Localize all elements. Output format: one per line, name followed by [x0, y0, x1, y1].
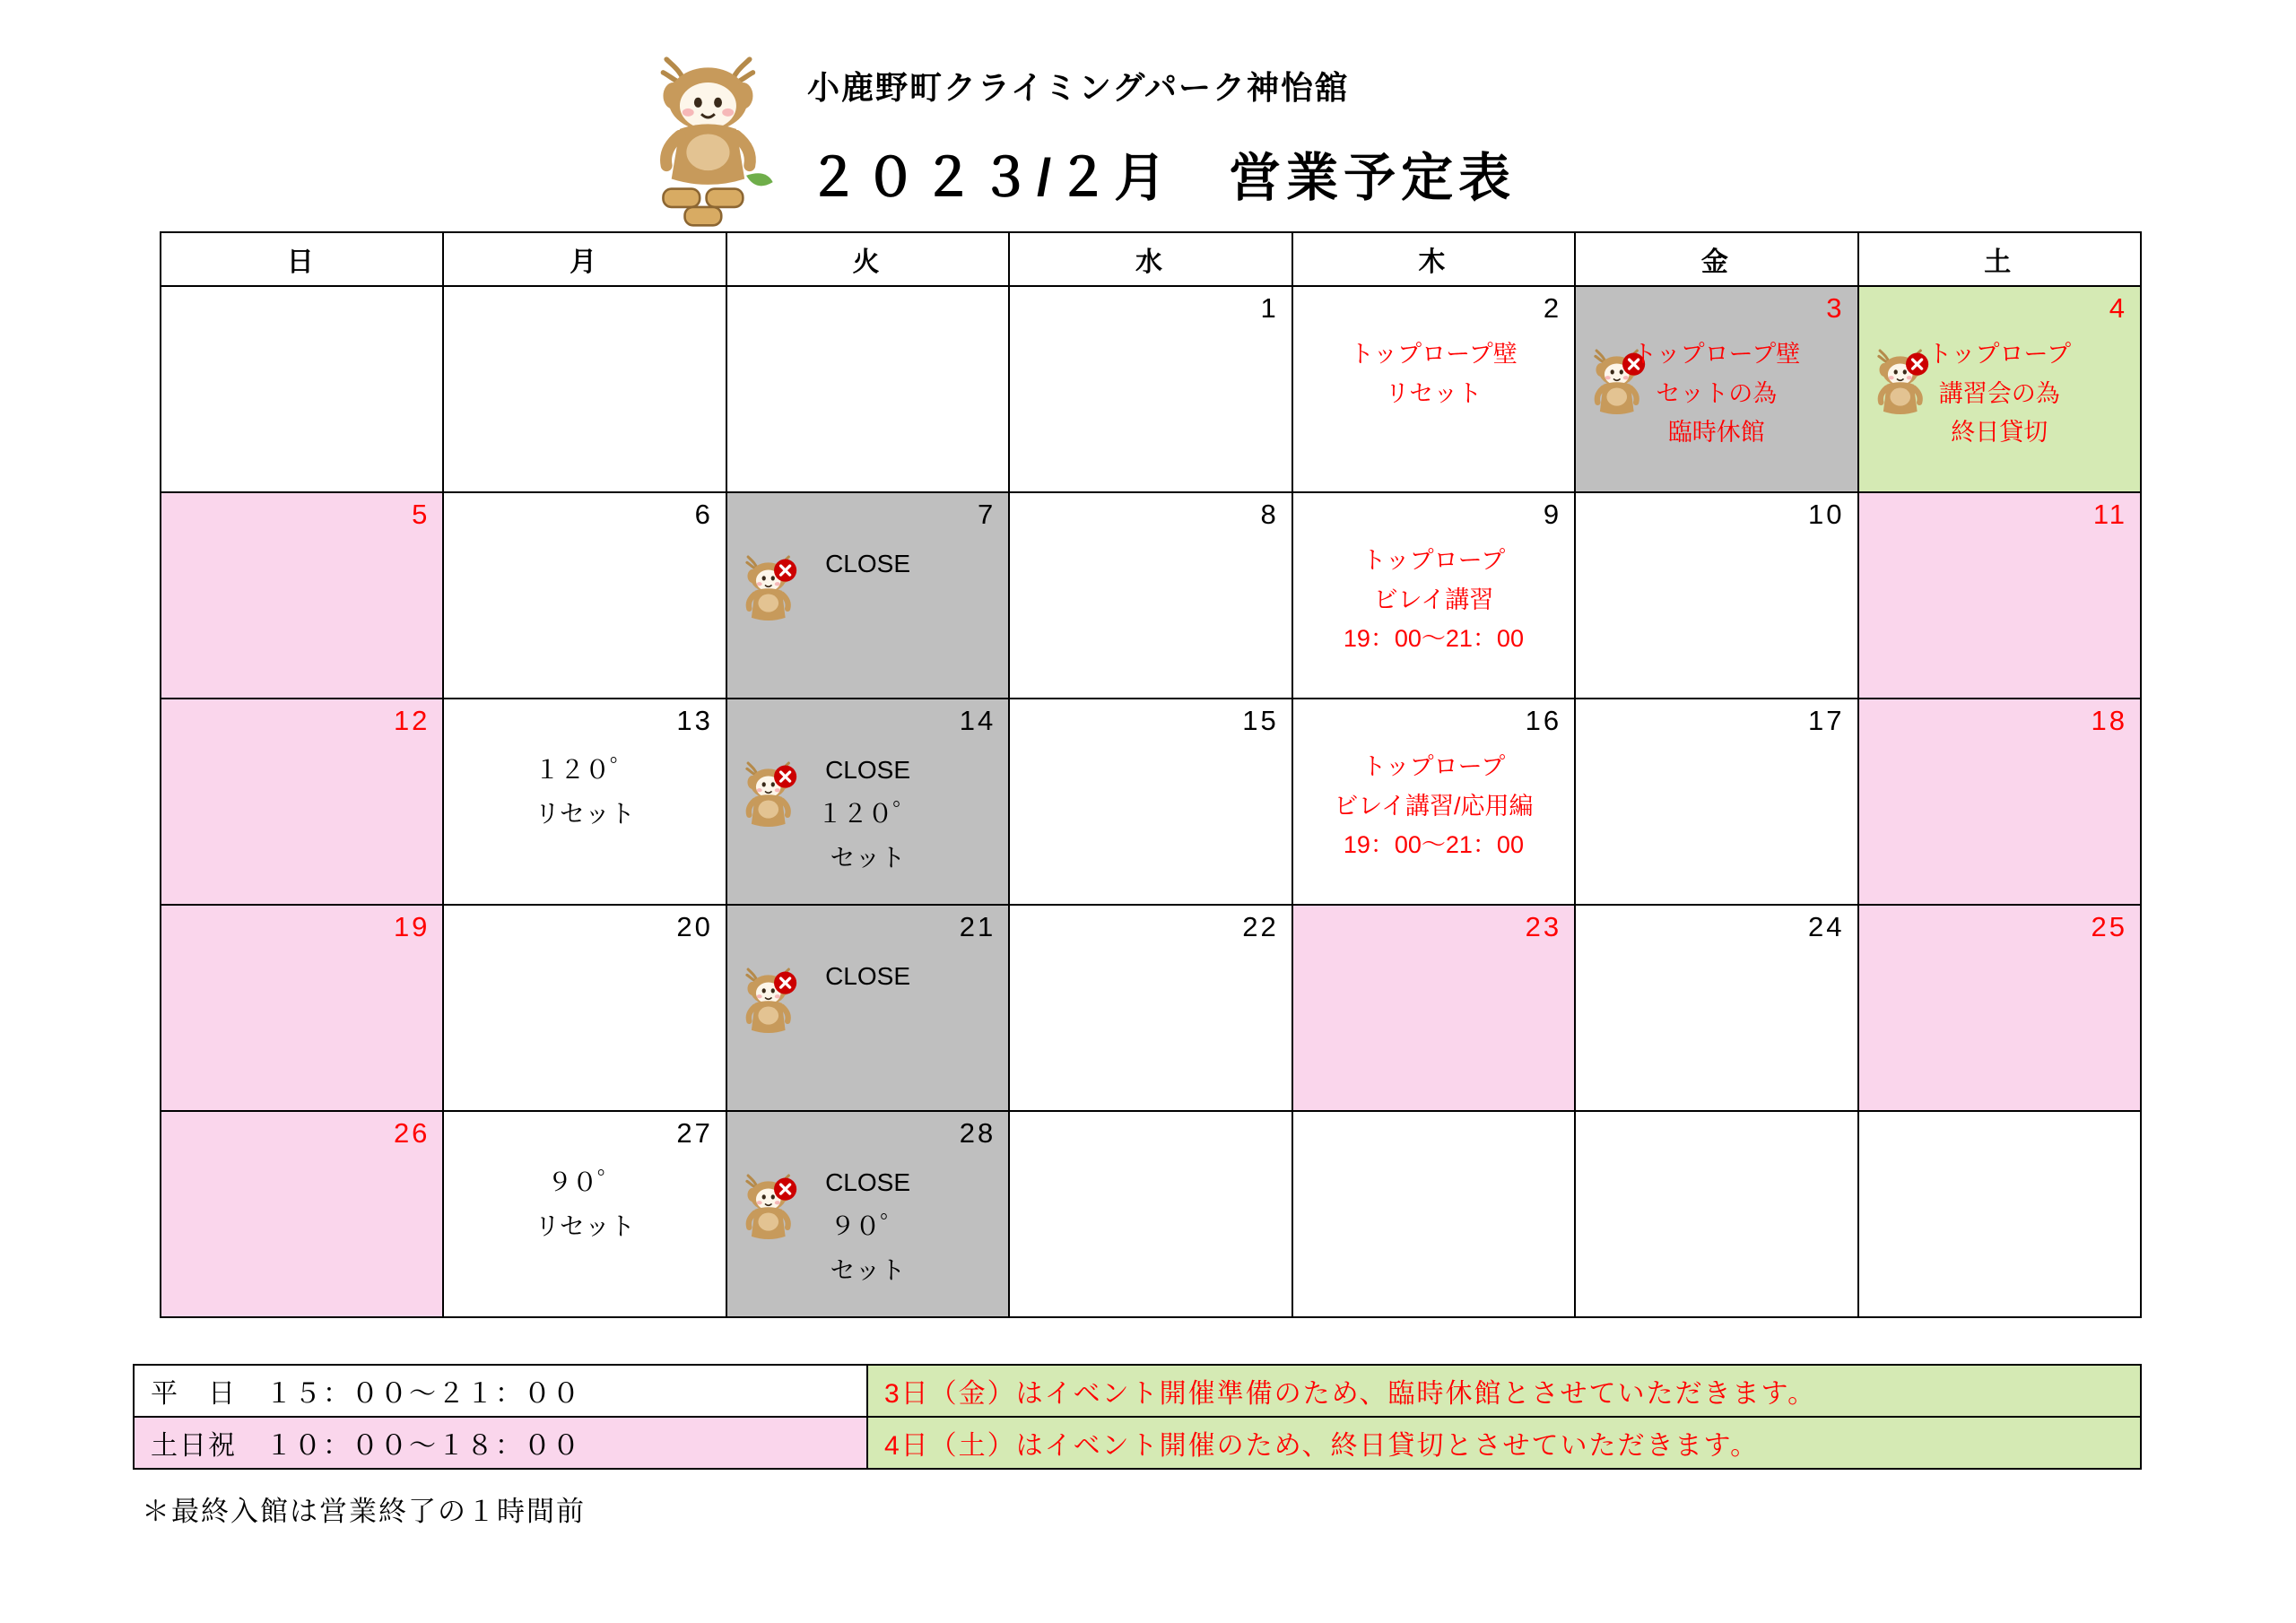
day-number: 13	[676, 705, 713, 736]
day-number: 3	[1826, 292, 1845, 324]
day-number: 10	[1808, 499, 1845, 530]
legend-row	[134, 1365, 2141, 1417]
legend-table	[133, 1364, 2142, 1470]
calendar-day-cell[interactable]	[1575, 286, 1857, 492]
day-number: 21	[959, 911, 996, 942]
day-number: 24	[1808, 911, 1845, 942]
calendar-day-cell[interactable]	[1575, 1111, 1857, 1317]
calendar-day-cell[interactable]	[443, 699, 726, 905]
calendar-day-cell[interactable]	[1575, 905, 1857, 1111]
weekday-header: 月	[443, 232, 726, 286]
calendar-week-row	[161, 286, 2141, 492]
day-number: 8	[1260, 499, 1279, 530]
day-note-line: トップロープ壁	[1349, 341, 1518, 368]
calendar-body	[161, 286, 2141, 1317]
calendar	[160, 231, 2142, 1318]
calendar-day-cell[interactable]	[726, 905, 1009, 1111]
weekend-notice: 4日（土）はイベント開催のため、終日貸切とさせていただきます。	[867, 1417, 2141, 1469]
day-number: 25	[2091, 911, 2127, 942]
weekday-notice: 3日（金）はイベント開催準備のため、臨時休館とさせていただきます。	[867, 1365, 2141, 1417]
calendar-day-cell[interactable]	[161, 492, 443, 699]
day-number: 5	[412, 499, 430, 530]
day-note	[1293, 748, 1574, 865]
day-number: 18	[2091, 705, 2127, 736]
calendar-day-cell[interactable]	[1009, 699, 1292, 905]
day-number: 1	[1260, 292, 1279, 324]
calendar-day-cell[interactable]	[161, 286, 443, 492]
day-number: 15	[1242, 705, 1279, 736]
day-note-line: CLOSE	[825, 756, 911, 784]
day-note-line: 臨時休館	[1667, 419, 1765, 447]
legend-row	[134, 1417, 2141, 1469]
weekday-header: 木	[1292, 232, 1575, 286]
day-note-line: CLOSE	[825, 1168, 911, 1196]
day-number: 14	[959, 705, 996, 736]
calendar-day-cell[interactable]	[726, 492, 1009, 699]
page-title: ２０２３/２月 営業予定表	[807, 149, 1517, 207]
day-note	[727, 954, 1008, 998]
day-number: 9	[1543, 499, 1562, 530]
weekday-hours-label: 平 日 １５：００〜２１：００	[134, 1365, 867, 1417]
day-note	[1293, 542, 1574, 659]
calendar-day-cell[interactable]	[1009, 492, 1292, 699]
day-note-line: リセット	[535, 800, 635, 828]
day-number: 27	[676, 1117, 713, 1149]
calendar-table	[160, 231, 2142, 1318]
footnote: ＊最終入館は営業終了の１時間前	[142, 1496, 586, 1527]
calendar-day-cell[interactable]	[726, 1111, 1009, 1317]
day-note-line: ビレイ講習/応用編	[1334, 792, 1534, 820]
day-number: 26	[393, 1117, 430, 1149]
day-number: 7	[978, 499, 996, 530]
day-number: 20	[676, 911, 713, 942]
calendar-day-cell[interactable]	[1292, 905, 1575, 1111]
calendar-day-cell[interactable]	[1858, 699, 2141, 905]
day-note	[1859, 335, 2140, 453]
calendar-day-cell[interactable]	[443, 492, 726, 699]
legend	[133, 1364, 2142, 1470]
day-note	[444, 1160, 725, 1248]
day-number: 4	[2109, 292, 2127, 324]
calendar-day-cell[interactable]	[1858, 286, 2141, 492]
calendar-day-cell[interactable]	[161, 1111, 443, 1317]
calendar-day-cell[interactable]	[443, 286, 726, 492]
calendar-day-cell[interactable]	[161, 905, 443, 1111]
weekday-header: 水	[1009, 232, 1292, 286]
calendar-day-cell[interactable]	[443, 1111, 726, 1317]
day-note-line: CLOSE	[825, 550, 911, 577]
calendar-week-row	[161, 905, 2141, 1111]
day-note-line: セット	[830, 844, 906, 872]
day-note-line: 19：00〜21：00	[1343, 625, 1524, 653]
day-note	[1293, 335, 1574, 413]
day-note-line: １２０゜	[817, 800, 918, 828]
calendar-day-cell[interactable]	[1292, 1111, 1575, 1317]
day-note-line: ９０゜	[830, 1212, 906, 1240]
day-note	[727, 748, 1008, 880]
page-header	[0, 0, 2296, 224]
calendar-day-cell[interactable]	[726, 699, 1009, 905]
day-note	[727, 542, 1008, 586]
day-number: 22	[1242, 911, 1279, 942]
calendar-week-row	[161, 1111, 2141, 1317]
day-number: 28	[959, 1117, 996, 1149]
calendar-week-row	[161, 699, 2141, 905]
weekday-header: 日	[161, 232, 443, 286]
day-number: 23	[1525, 911, 1562, 942]
day-note-line: ビレイ講習	[1373, 586, 1494, 613]
day-number: 6	[694, 499, 713, 530]
day-number: 16	[1525, 705, 1562, 736]
calendar-day-cell[interactable]	[1009, 1111, 1292, 1317]
day-note-line: ９０゜	[547, 1168, 623, 1196]
calendar-day-cell[interactable]	[726, 286, 1009, 492]
day-note-line: トップロープ	[1927, 341, 2072, 368]
calendar-day-cell[interactable]	[1575, 492, 1857, 699]
weekday-header: 火	[726, 232, 1009, 286]
calendar-day-cell[interactable]	[443, 905, 726, 1111]
day-number: 17	[1808, 705, 1845, 736]
title-block	[807, 63, 1516, 211]
calendar-day-cell[interactable]	[1858, 905, 2141, 1111]
day-number: 12	[393, 705, 430, 736]
day-note	[1576, 335, 1857, 453]
calendar-day-cell[interactable]	[1292, 492, 1575, 699]
calendar-day-cell[interactable]	[1575, 699, 1857, 905]
day-note-line: リセット	[1385, 379, 1483, 407]
day-note-line: セットの為	[1656, 379, 1778, 407]
day-note-line: トップロープ	[1361, 753, 1506, 780]
deer-mascot-icon	[628, 49, 798, 229]
calendar-day-cell[interactable]	[1858, 1111, 2141, 1317]
calendar-day-cell[interactable]	[1292, 699, 1575, 905]
calendar-day-cell[interactable]	[1009, 905, 1292, 1111]
calendar-day-cell[interactable]	[1858, 492, 2141, 699]
day-note-line: セット	[830, 1256, 906, 1284]
day-note-line: トップロープ壁	[1632, 341, 1801, 368]
day-number: 19	[393, 911, 430, 942]
day-note-line: 19：00〜21：00	[1343, 831, 1524, 859]
day-note-line: リセット	[535, 1212, 635, 1240]
day-note-line: 講習会の為	[1938, 379, 2060, 407]
calendar-day-cell[interactable]	[1009, 286, 1292, 492]
day-note-line: １２０゜	[535, 756, 636, 784]
weekend-hours-label: 土日祝 １０：００〜１８：００	[134, 1417, 867, 1469]
weekday-header: 金	[1575, 232, 1857, 286]
day-note-line: CLOSE	[825, 962, 911, 990]
weekday-header: 土	[1858, 232, 2141, 286]
calendar-day-cell[interactable]	[161, 699, 443, 905]
facility-name: 小鹿野町クライミングパーク神怡舘	[807, 69, 1350, 106]
day-number: 2	[1543, 292, 1562, 324]
calendar-week-row	[161, 492, 2141, 699]
weekday-header-row	[161, 232, 2141, 286]
day-note	[444, 748, 725, 836]
day-number: 11	[2092, 499, 2127, 530]
calendar-day-cell[interactable]	[1292, 286, 1575, 492]
day-note-line: 終日貸切	[1951, 419, 2048, 447]
day-note-line: トップロープ	[1361, 547, 1506, 574]
day-note	[727, 1160, 1008, 1292]
